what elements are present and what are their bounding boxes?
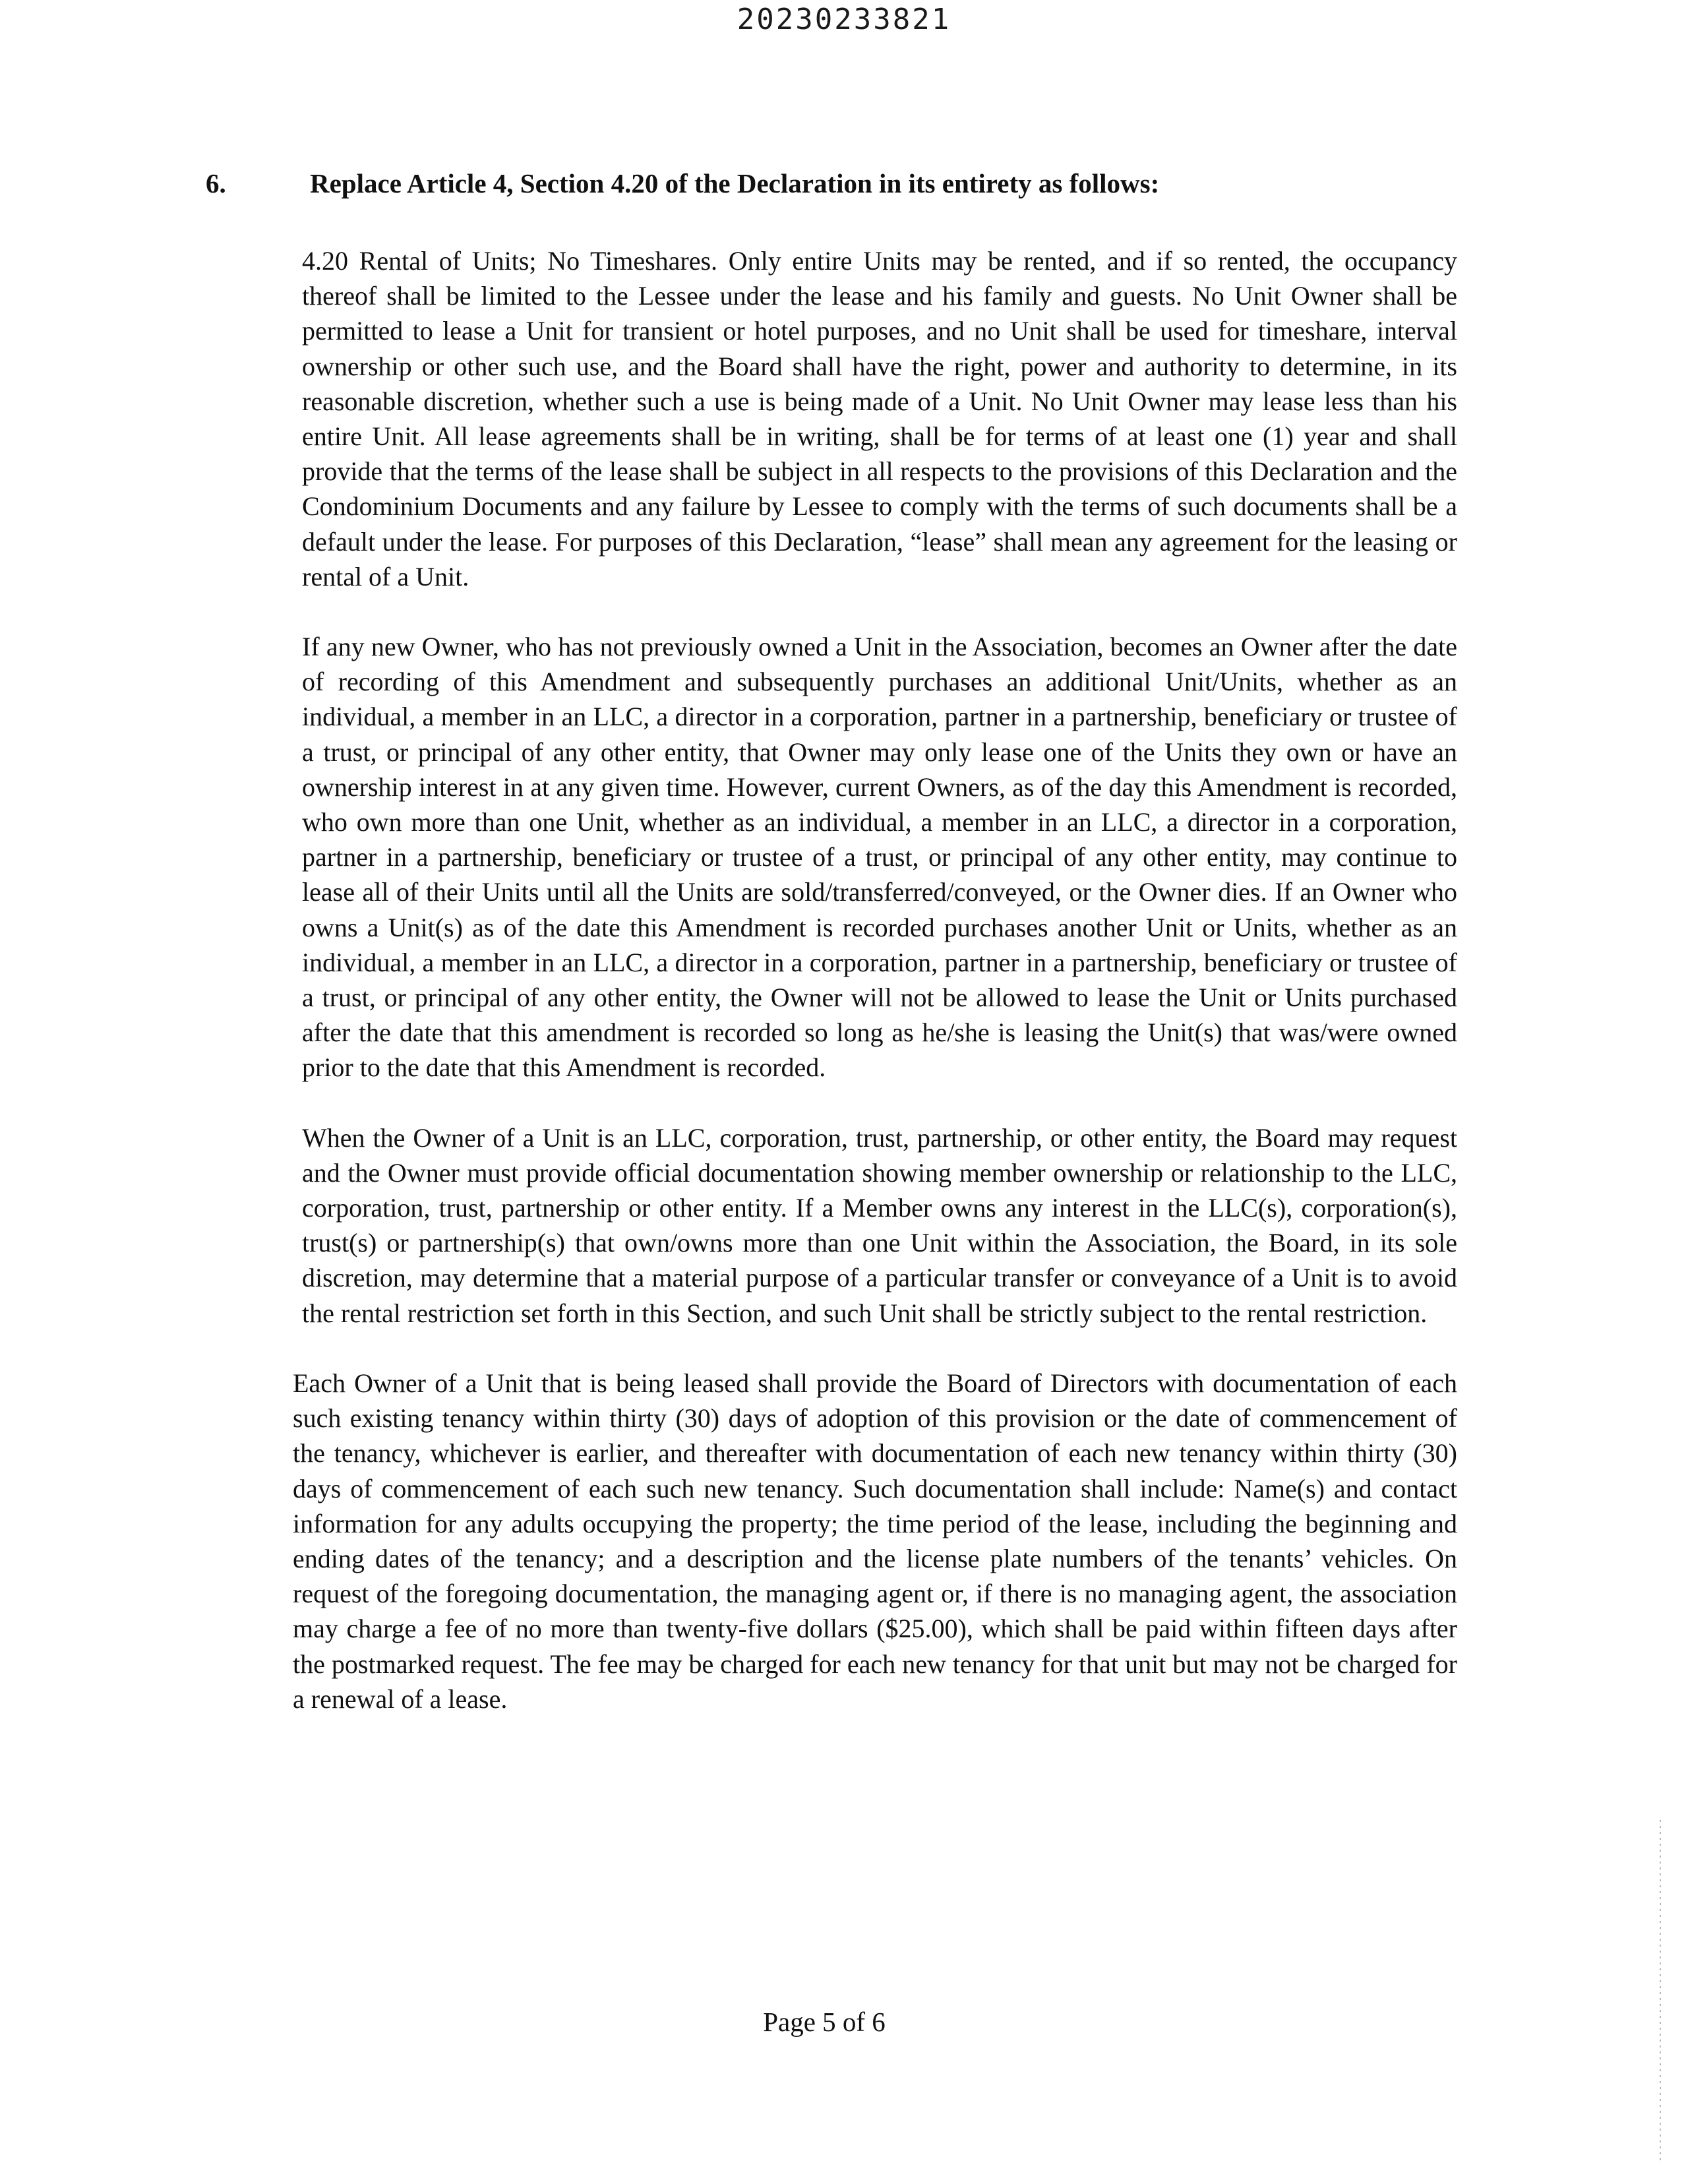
section-body — [293, 243, 1457, 1716]
paragraph-rental-of-units: 4.20 Rental of Units; No Timeshares. Only entire Units may be rented, and if so rented, the occupancy thereof shall be limited to the Lessee under the lease and his family and guests. No Unit Owner shall be permitted to lease a Unit for transient or hotel purposes, and no Unit shall be used for timeshare, interval ownership or other such use, and the Board shall have the right, power and authority to determine, in its reasonable discretion, whether such a use is being made of a Unit. No Unit Owner may lease less than his entire Unit. All lease agreements shall be in writing, shall be for terms of at least one (1) year and shall provide that the terms of the lease shall be subject in all respects to the provisions of this Declaration and the Condominium Documents and any failure by Lessee to comply with the terms of such documents shall be a default under the lease. For purposes of this Declaration, “lease” shall mean any agreement for the leasing or rental of a Unit. — [302, 246, 1457, 592]
paragraph-new-owner-lease-limit: If any new Owner, who has not previously owned a Unit in the Association, becomes an Owner after the date of recording of this Amendment and subsequently purchases an additional Unit/Units, whether as an individual, a member in an LLC, a director in a corporation, partner in a partnership, beneficiary or trustee of a trust, or principal of any other entity, that Owner may only lease one of the Units they own or have an ownership interest in at any given time. However, current Owners, as of the day this Amendment is recorded, who own more than one Unit, whether as an individual, a member in an LLC, a director in a corporation, partner in a partnership, beneficiary or trustee of a trust, or principal of any other entity, may continue to lease all of their Units until all the Units are sold/transferred/conveyed, or the Owner dies. If an Owner who owns a Unit(s) as of the date this Amendment is recorded purchases another Unit or Units, whether as an individual, a member in an LLC, a director in a corporation, partner in a partnership, beneficiary or trustee of a trust, or principal of any other entity, the Owner will not be allowed to lease the Unit or Units purchased after the date that this amendment is recorded so long as he/she is leasing the Unit(s) that was/were owned prior to the date that this Amendment is recorded. — [302, 632, 1457, 1083]
scan-edge-mark — [1660, 1820, 1661, 2163]
section-number: 6. — [206, 168, 226, 198]
recording-number: 20230233821 — [737, 3, 951, 36]
section-heading — [206, 166, 1459, 200]
paragraph-entity-ownership: When the Owner of a Unit is an LLC, corporation, trust, partnership, or other entity, the Board may request and the Owner must provide official documentation showing member ownership or relationship to the LLC, corporation, trust, partnership or other entity. If a Member owns any interest in the LLC(s), corporation(s), trust(s) or partnership(s) that own/owns more than one Unit within the Association, the Board, in its sole discretion, may determine that a material purpose of a particular transfer or conveyance of a Unit is to avoid the rental restriction set forth in this Section, and such Unit shall be strictly subject to the rental restriction. — [302, 1122, 1457, 1328]
page-number: Page 5 of 6 — [763, 2007, 886, 2037]
section-heading-text: Replace Article 4, Section 4.20 of the Declaration in its entirety as follows: — [310, 168, 1160, 198]
paragraph-tenancy-documentation: Each Owner of a Unit that is being leased shall provide the Board of Directors with documentation of each such existing tenancy within thirty (30) days of adoption of this provision or the date of commencement of the tenancy, whichever is earlier, and thereafter with documentation of each new tenancy within thirty (30) days of commencement of each such new tenancy. Such documentation shall include: Name(s) and contact information for any adults occupying the property; the time period of the lease, including the beginning and ending dates of the tenancy; and a description and the license plate numbers of the tenants’ vehicles. On request of the foregoing documentation, the managing agent or, if there is no managing agent, the association may charge a fee of no more than twenty-five dollars ($25.00), which shall be paid within fifteen days after the postmarked request. The fee may be charged for each new tenancy for that unit but may not be charged for a renewal of a lease. — [293, 1368, 1457, 1714]
